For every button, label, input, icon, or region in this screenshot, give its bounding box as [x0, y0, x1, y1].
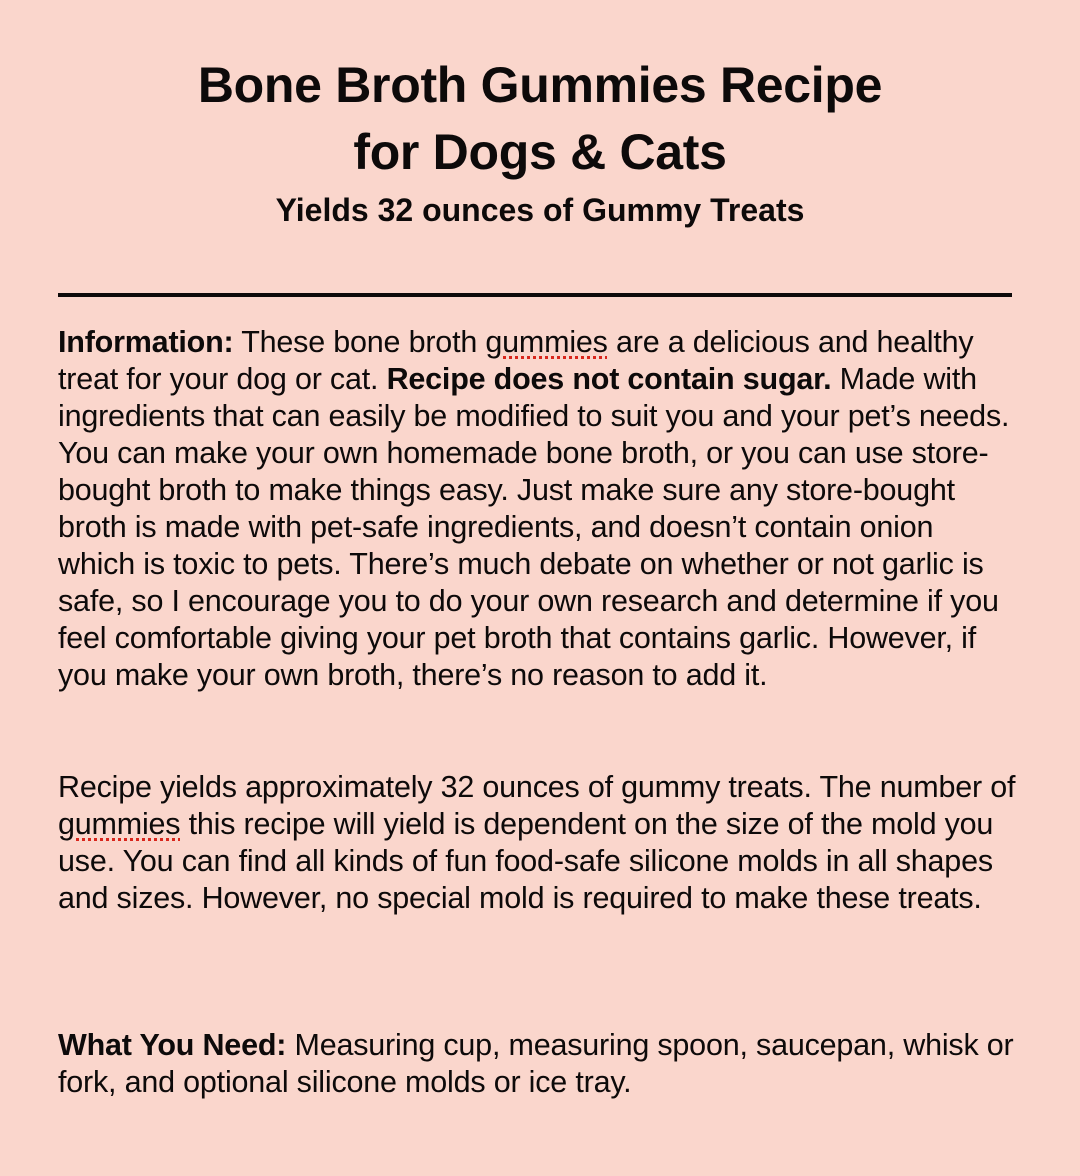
information-text-1: These bone broth — [233, 325, 486, 359]
information-text-3: Made with ingredients that can easily be modified to suit you and your pet’s needs. You can make your own homemade bone broth, or you can use store-bought broth to make things easy. Just make sure any store-bought broth is made with pet-safe ingredients, and doesn’t contain onion which is toxic to pets. There’s much debate on whether or not garlic is safe, so I encourage you to do your own research and determine if you feel comfortable giving your pet broth that contains garlic. However, if you make your own broth, there’s no reason to add it. — [58, 362, 1010, 692]
spellcheck-flagged-word: gummies — [58, 807, 181, 841]
what-you-need-text: Measuring cup, measuring spoon, saucepan, whisk or fork, and optional silicone molds or ice tray. — [58, 1028, 1014, 1099]
what-you-need-label: What You Need: — [58, 1028, 287, 1062]
information-emphasis: Recipe does not contain sugar. — [386, 362, 832, 396]
spellcheck-flagged-word: gummies — [485, 325, 608, 359]
page-title — [0, 52, 1080, 186]
yield-paragraph — [58, 769, 1018, 917]
yield-text-2: this recipe will yield is dependent on the size of the mold you use. You can find all kinds of fun food-safe silicone molds in all shapes and sizes. However, no special mold is required to make these treats. — [58, 807, 994, 915]
page-subtitle: Yields 32 ounces of Gummy Treats — [275, 192, 805, 228]
yield-text-1: Recipe yields approximately 32 ounces of gummy treats. The number of — [58, 770, 1016, 804]
what-you-need-paragraph — [58, 1027, 1018, 1101]
divider — [58, 293, 1012, 297]
title-line-1: Bone Broth Gummies Recipe — [197, 57, 883, 113]
information-paragraph — [58, 324, 1018, 694]
information-label: Information: — [58, 325, 234, 359]
information-text-2: are a delicious and healthy treat for your dog or cat. — [58, 325, 974, 396]
title-line-2: for Dogs & Cats — [353, 124, 727, 180]
